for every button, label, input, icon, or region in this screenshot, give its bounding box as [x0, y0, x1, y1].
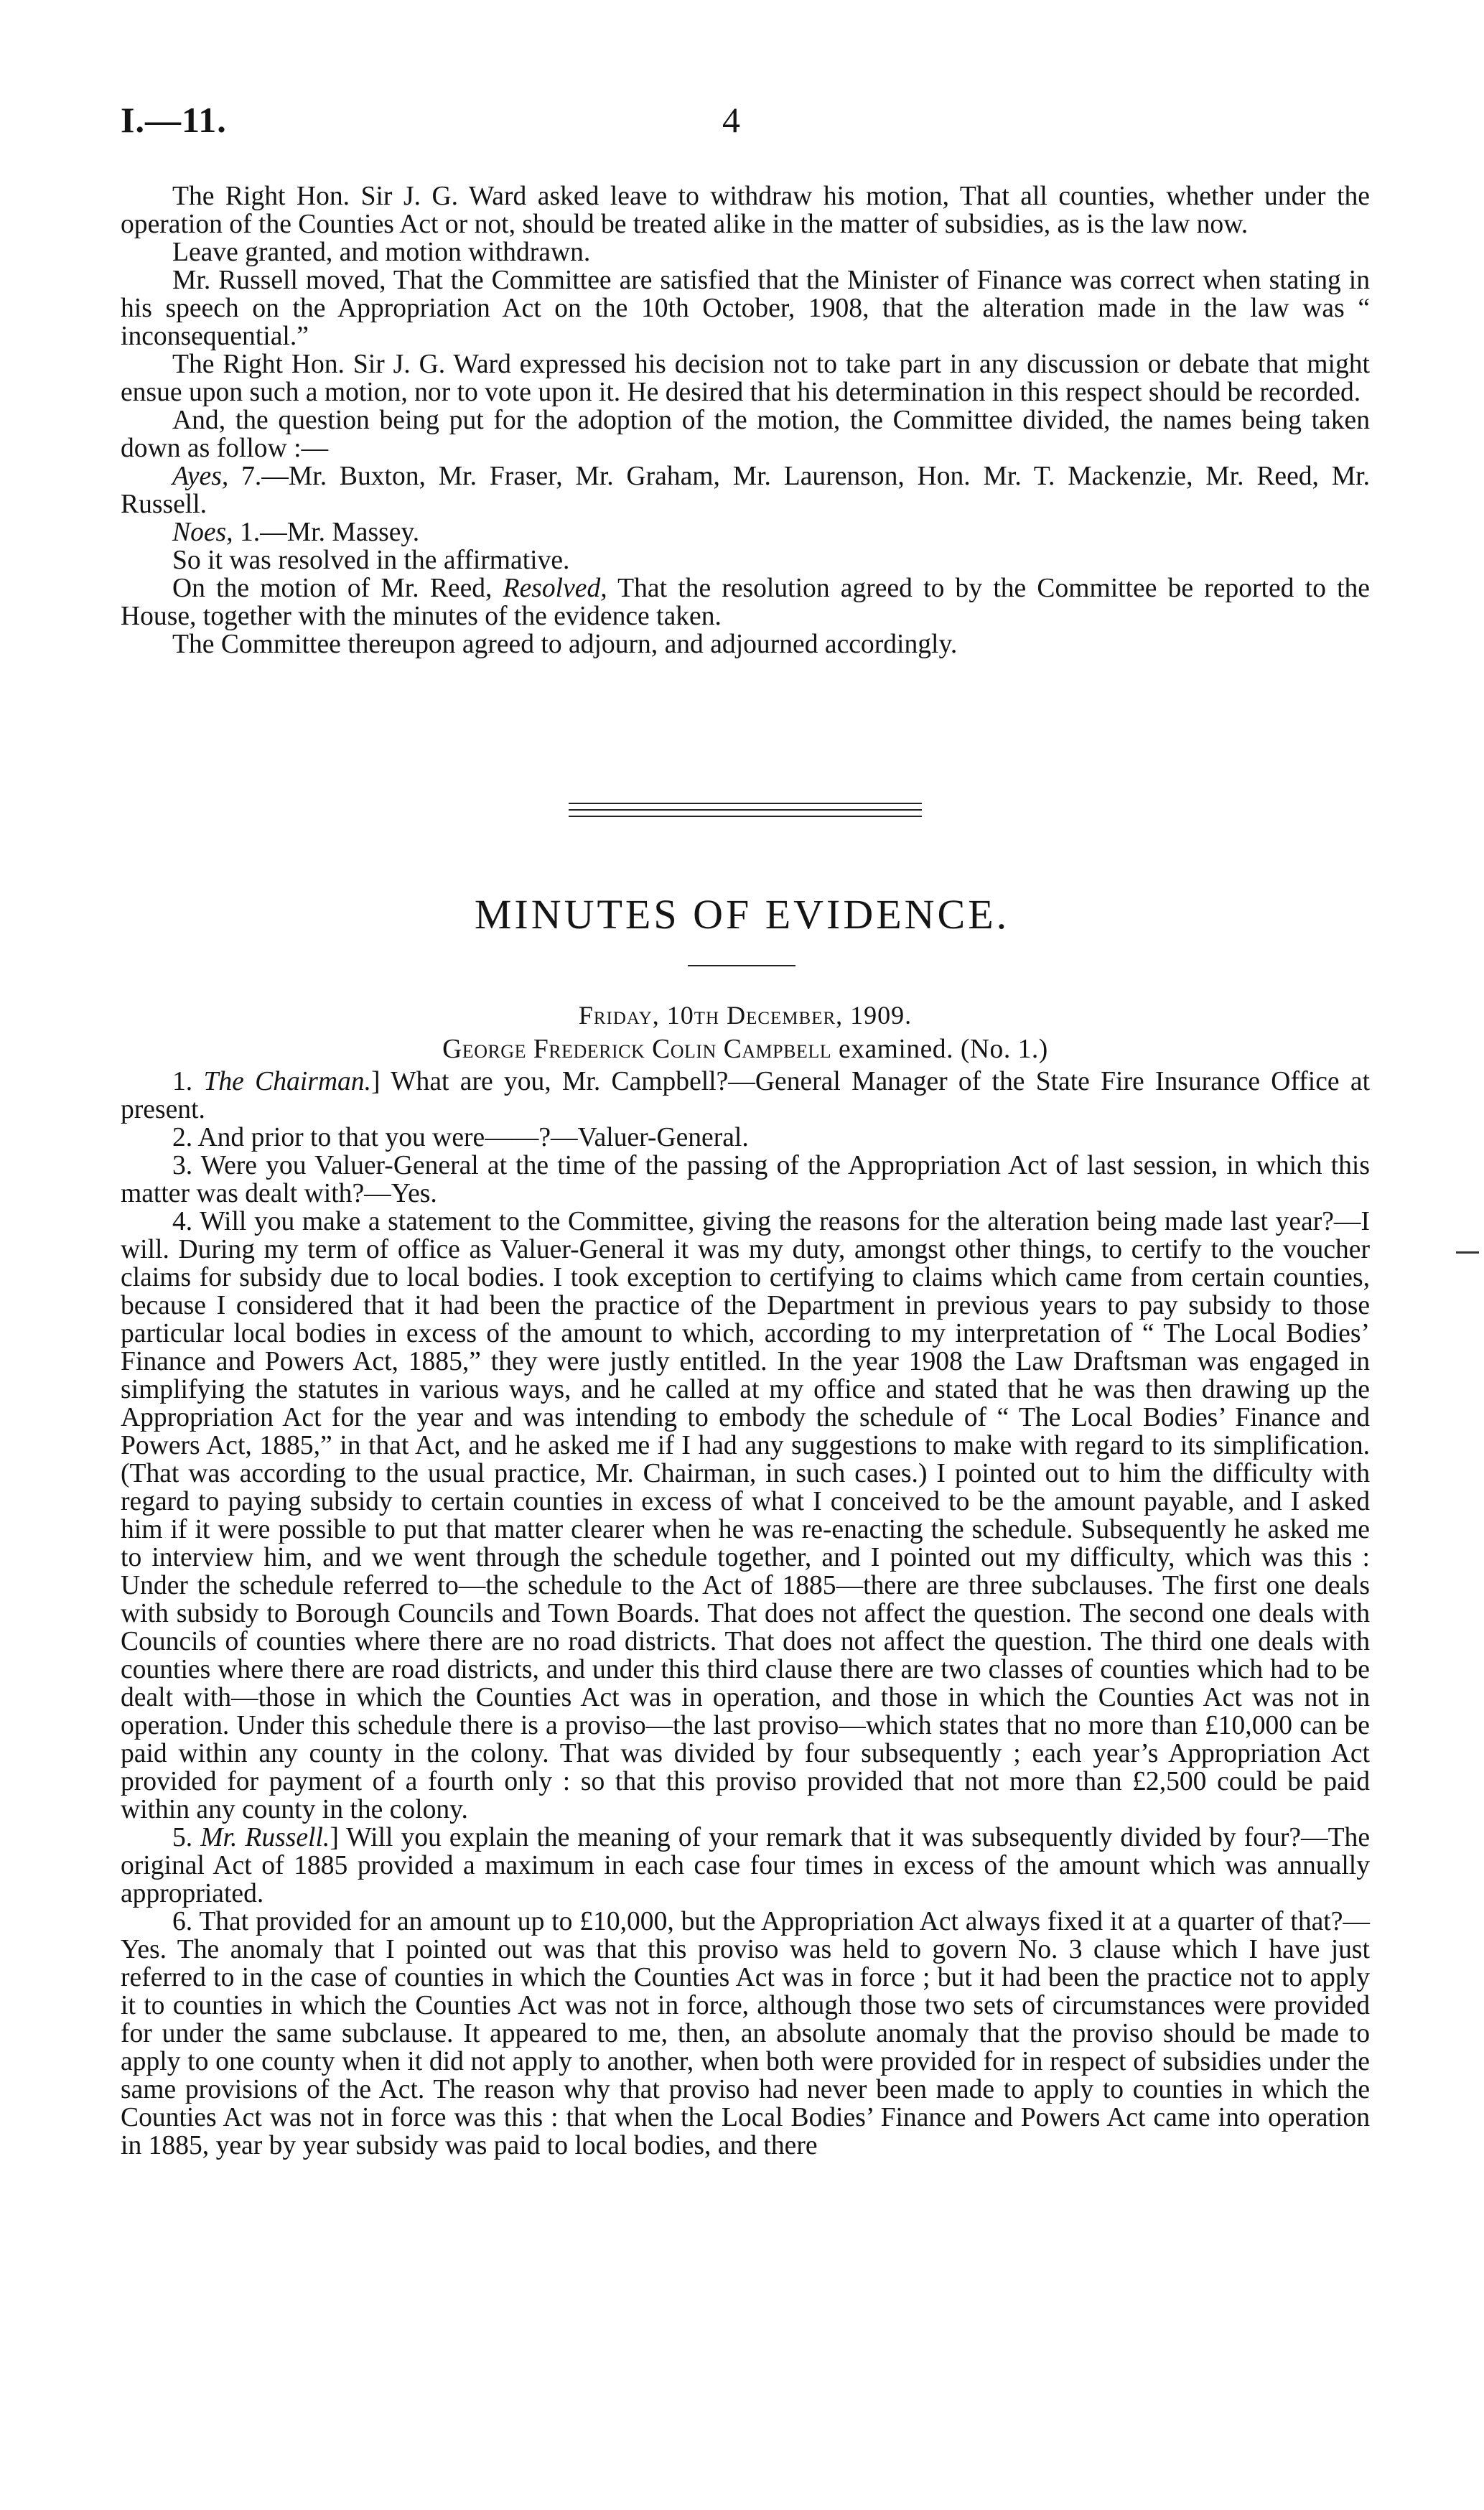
hearing-date: Friday, 10th December, 1909.: [578, 1001, 913, 1030]
question-5: [121, 1824, 1370, 1908]
proceedings-paragraph: And, the question being put for the adoption of the motion, the Committee divided, the names being taken down as follow :—: [121, 406, 1370, 463]
proceedings-paragraph: The Committee thereupon agreed to adjourn, and adjourned accordingly.: [172, 630, 958, 659]
question-4: 4. Will you make a statement to the Committee, giving the reasons for the alteration being made last year?—I will. During my term of office as Valuer-General it was my duty, amongst other things, to certify to the voucher claims for subsidy due to local bodies. I took exception to certifying to claims which came from certain counties, because I considered that it had been the practice of the Department in previous years to pay subsidy to those particular local bodies in excess of the amount to which, according to my interpretation of “ The Local Bodies’ Finance and Powers Act, 1885,” they were justly entitled. In the year 1908 the Law Draftsman was engaged in simplifying the statutes in various ways, and he called at my office and stated that he was then drawing up the Appropriation Act for the year and was intending to embody the schedule of “ The Local Bodies’ Finance and Powers Act, 1885,” in that Act, and he asked me if I had any suggestions to make with regard to its simplification. (That was according to the usual practice, Mr. Chairman, in such cases.) I pointed out to him the difficulty with regard to paying subsidy to certain counties in excess of what I conceived to be the amount payable, and I asked him if it were possible to put that matter clearer when he was re-enacting the schedule. Subsequently he asked me to interview him, and we went through the schedule together, and I pointed out my difficulty, which was this : Under the schedule referred to—the schedule to the Act of 1885—there are three subclauses. The first one deals with subsidy to Borough Councils and Town Boards. That does not affect the question. The second one deals with Councils of counties where there are no road districts. That does not affect the question. The third one deals with counties where there are road districts, and under this third clause there are two classes of counties which had to be dealt with—those in which the Counties Act was in operation, and those in which the Counties Act was not in operation. Under this schedule there is a proviso—the last proviso—which states that no more than £10,000 can be paid within any county in the colony. That was divided by four subsequently ; each year’s Appropriation Act provided for payment of a fourth only : so that this proviso provided that not more than £2,500 could be paid within any county in the colony.: [121, 1207, 1370, 1824]
question-6: 6. That provided for an amount up to £10,000, but the Appropriation Act always fixed it at a quarter of that?—Yes. The anomaly that I pointed out was that this proviso was held to govern No. 3 clause which I have just referred to in the case of counties in which the Counties Act was in force ; but it had been the practice not to apply it to counties in which the Counties Act was not in force, although those two sets of circumstances were provided for under the same subclause. It appeared to me, then, an absolute anomaly that the proviso should be made to apply to one county when it did not apply to another, when both were provided for in respect of subsidies under the same provisions of the Act. The reason why that proviso had never been made to apply to counties in which the Counties Act was not in force was this : that when the Local Bodies’ Finance and Powers Act came into operation in 1885, year by year subsidy was paid to local bodies, and there: [121, 1907, 1370, 2160]
witness-status: examined. (No. 1.): [831, 1035, 1048, 1064]
noes-names: 1.—Mr. Massey.: [233, 518, 420, 547]
proceedings-paragraph: The Right Hon. Sir J. G. Ward expressed his decision not to take part in any discussion or debate that might ensue upon such a motion, nor to vote upon it. He desired that his determination in this respect should be recorded.: [121, 350, 1370, 407]
divider-line: [569, 816, 922, 817]
title-underline: [688, 965, 795, 966]
witness-name: George Frederick Colin Campbell: [442, 1035, 832, 1064]
proceedings-paragraph: So it was resolved in the affirmative.: [172, 546, 570, 575]
resolution-text-end: That the resolution agreed to by the Committee be reported to the House, together with the minutes of the evidence taken.: [121, 574, 1370, 631]
proceedings-paragraph: The Right Hon. Sir J. G. Ward asked leave to withdraw his motion, That all counties, whether under the operation of the Counties Act or not, should be treated alike in the matter of subsidies, as is the law now.: [121, 182, 1370, 239]
question-text: ] Will you explain the meaning of your remark that it was subsequently divided by four?—The original Act of 1885 provided a maximum in each case four times in excess of the amount which was annually appropriated.: [121, 1823, 1371, 1908]
noes-label: Noes,: [172, 518, 233, 547]
witness-line: [121, 1035, 1370, 1063]
question-number: 5.: [172, 1823, 201, 1852]
page-number: 4: [722, 100, 740, 140]
page-header: [121, 99, 1370, 142]
ayes-names: 7.—Mr. Buxton, Mr. Fraser, Mr. Graham, Mr. Laurenson, Hon. Mr. T. Mackenzie, Mr. Reed, Mr. Russell.: [121, 462, 1370, 519]
minutes-of-evidence: [121, 1002, 1370, 2160]
section-title: MINUTES OF EVIDENCE.: [474, 891, 1010, 938]
speaker-name: Mr. Russell.: [200, 1823, 330, 1852]
document-reference: I.—11.: [121, 100, 227, 140]
proceedings-paragraph: Mr. Russell moved, That the Committee are satisfied that the Minister of Finance was correct when stating in his speech on the Appropriation Act on the 10th October, 1908, that the alteration made in the law was “ inconsequential.”: [121, 266, 1370, 351]
question-1: [121, 1068, 1370, 1124]
ayes-label: Ayes,: [172, 462, 229, 491]
margin-mark: [1456, 1251, 1479, 1254]
resolution-paragraph: [121, 574, 1370, 630]
section-divider: [569, 803, 922, 820]
resolution-text-start: On the motion of Mr. Reed,: [172, 574, 503, 603]
ayes-list: [121, 462, 1370, 518]
proceedings-paragraph: Leave granted, and motion withdrawn.: [172, 238, 591, 267]
question-3: 3. Were you Valuer-General at the time of the passing of the Appropriation Act of last session, in which this matter was dealt with?—Yes.: [121, 1151, 1370, 1208]
divider-line: [569, 809, 922, 811]
speaker-name: The Chairman.: [203, 1067, 371, 1096]
question-2: 2. And prior to that you were——?—Valuer-General.: [172, 1123, 749, 1152]
question-number: 1.: [172, 1067, 204, 1096]
committee-proceedings: [121, 182, 1370, 658]
question-text: ] What are you, Mr. Campbell?—General Manager of the State Fire Insurance Office at present.: [121, 1067, 1371, 1124]
divider-line: [569, 803, 922, 804]
noes-list: [121, 518, 1370, 546]
resolved-label: Resolved,: [503, 574, 607, 603]
